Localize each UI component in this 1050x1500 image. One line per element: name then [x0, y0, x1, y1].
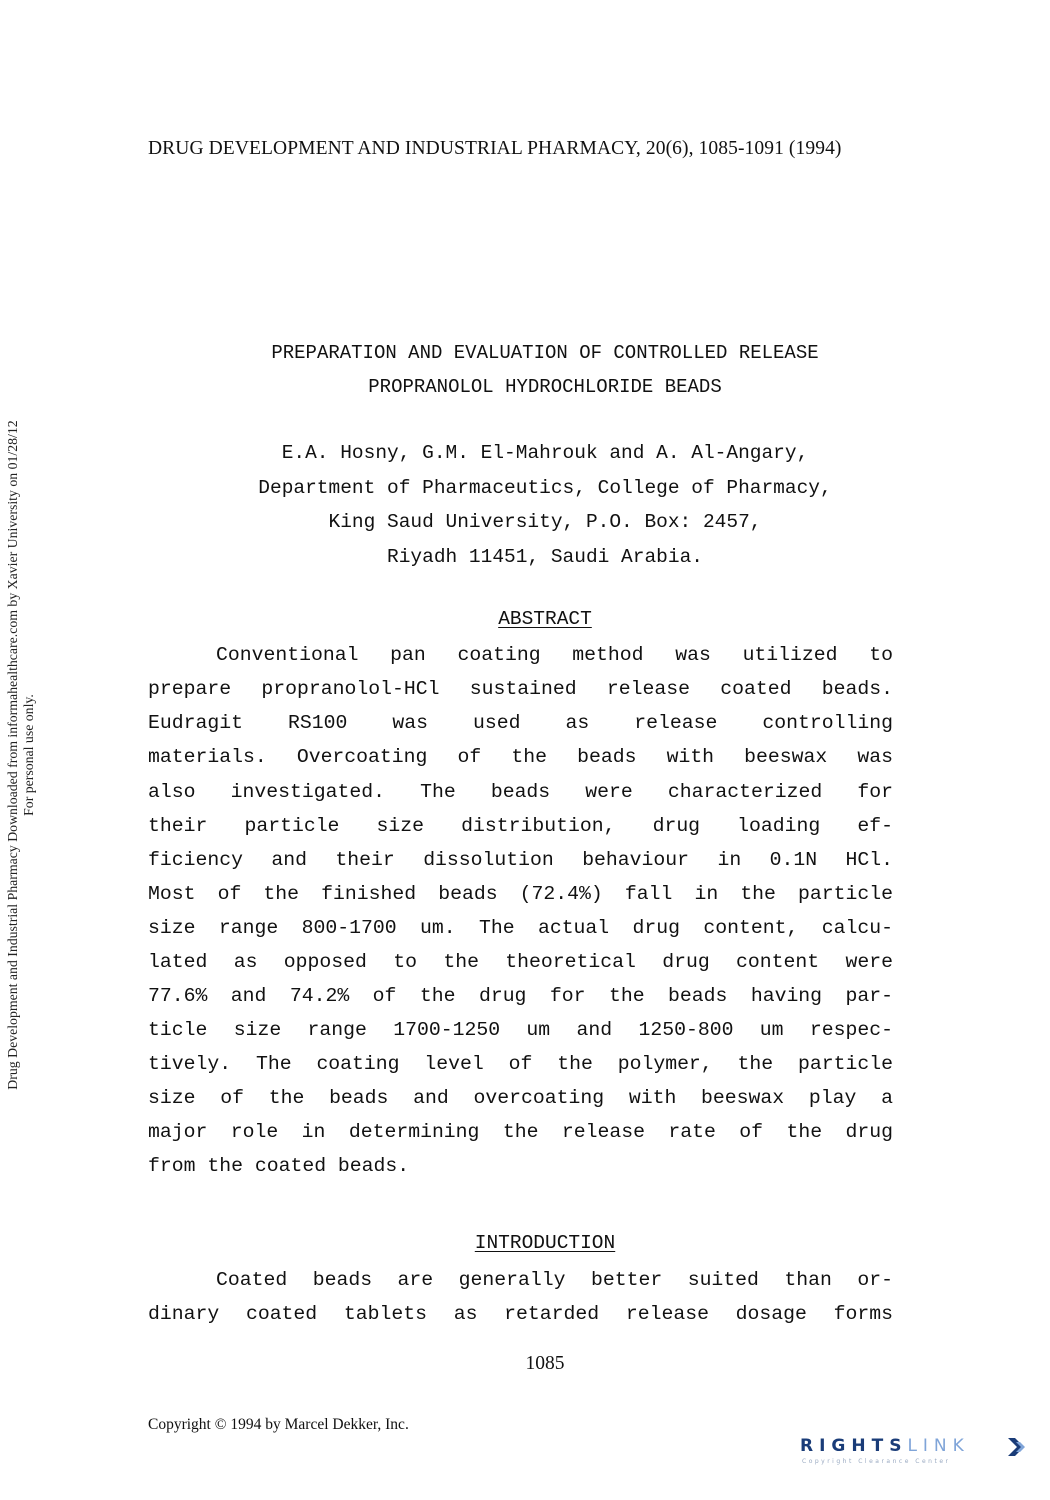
journal-header: DRUG DEVELOPMENT AND INDUSTRIAL PHARMACY, 20(6), 1085-1091 (1994)	[148, 138, 842, 159]
author-names: E.A. Hosny, G.M. El-Mahrouk and A. Al-Angary,	[281, 442, 809, 464]
abstract-line: also investigated. The beads were characterized for	[148, 781, 893, 803]
affiliation-university: King Saud University, P.O. Box: 2457,	[328, 511, 762, 533]
introduction-line: Coated beads are generally better suited than or-	[216, 1269, 893, 1291]
affiliation-department: Department of Pharmaceutics, College of Pharmacy,	[258, 476, 832, 499]
rightslink-word-link: LINK	[907, 1436, 970, 1456]
abstract-line: their particle size distribution, drug loading ef-	[148, 815, 893, 837]
title-line-2: PROPRANOLOL HYDROCHLORIDE BEADS	[368, 376, 722, 398]
abstract-line: major role in determining the release rate of the drug	[148, 1121, 893, 1143]
introduction-heading: INTRODUCTION	[474, 1232, 616, 1254]
affiliation-city: Riyadh 11451, Saudi Arabia.	[387, 545, 703, 568]
rightslink-tagline: Copyright Clearance Center	[802, 1458, 951, 1465]
abstract-line: Conventional pan coating method was utilized to	[216, 644, 893, 666]
abstract-line: size of the beads and overcoating with beeswax play a	[148, 1087, 893, 1109]
abstract-line: Eudragit RS100 was used as release controlling	[148, 712, 893, 734]
copyright-notice: Copyright © 1994 by Marcel Dekker, Inc.	[148, 1416, 409, 1433]
introduction-line: dinary coated tablets as retarded release dosage forms	[148, 1303, 893, 1325]
abstract-line: materials. Overcoating of the beads with beeswax was	[148, 746, 893, 768]
abstract-line: ticle size range 1700-1250 um and 1250-800 um respec-	[148, 1019, 893, 1041]
abstract-line: ficiency and their dissolution behaviour in 0.1N HCl.	[148, 849, 893, 871]
abstract-heading: ABSTRACT	[498, 608, 592, 630]
chevron-right-icon	[1006, 1436, 1030, 1458]
abstract-line: prepare propranolol-HCl sustained release coated beads.	[148, 678, 893, 700]
rightslink-logo[interactable]	[800, 1436, 1030, 1476]
title-line-1: PREPARATION AND EVALUATION OF CONTROLLED RELEASE	[271, 342, 819, 364]
rightslink-wordmark	[800, 1436, 970, 1456]
watermark-line-download: Drug Development and Industrial Pharmacy Downloaded from informahealthcare.com by Xavier University on 01/28/12	[5, 420, 20, 1090]
abstract-line: from the coated beads.	[148, 1155, 410, 1177]
watermark-line-personal-use: For personal use only.	[21, 694, 36, 816]
abstract-line: lated as opposed to the theoretical drug content were	[148, 951, 893, 973]
page-number: 1085	[525, 1353, 565, 1374]
paper-title	[0, 336, 1050, 404]
author-affiliation	[0, 436, 1050, 574]
abstract-line: size range 800-1700 um. The actual drug content, calcu-	[148, 917, 893, 939]
abstract-line: tively. The coating level of the polymer, the particle	[148, 1053, 893, 1075]
abstract-line: 77.6% and 74.2% of the drug for the beads having par-	[148, 985, 893, 1007]
abstract-line: Most of the finished beads (72.4%) fall in the particle	[148, 883, 893, 905]
rightslink-word-rights: RIGHTS	[800, 1436, 908, 1456]
